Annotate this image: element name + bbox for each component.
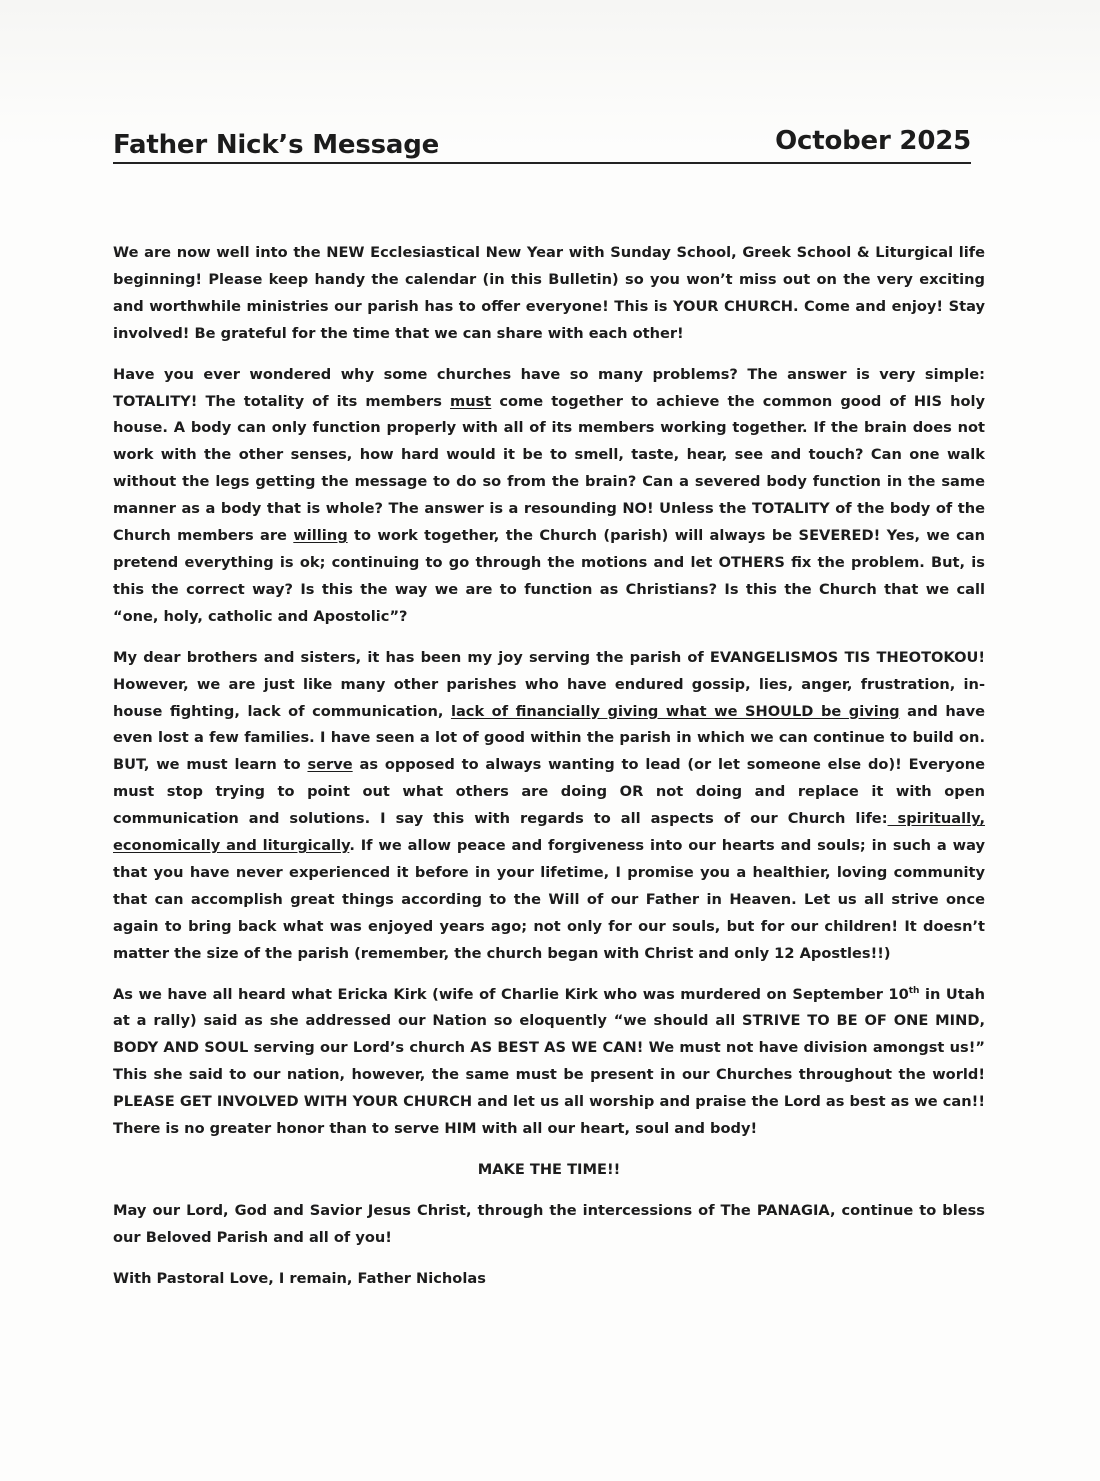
text-run: as opposed to always wanting to lead (or let someone else do)! Everyone must stop trying to point out what others are doing OR not doing and replace it with open communication and solutions. I say this with regards to all aspects of our Church life: xyxy=(113,756,986,828)
paragraph-unity xyxy=(113,982,985,1143)
text-run: We are now well into the NEW Ecclesiastical New Year with Sunday School, Greek School & Liturgical life beginning! Please keep handy the calendar (in this Bulletin) so you won’t miss out on the very exciting and worthwhile ministries our parish has to offer everyone! This is xyxy=(113,244,985,315)
underlined-text: willing xyxy=(293,527,348,545)
signature-line: With Pastoral Love, I remain, Father Nicholas xyxy=(113,1269,486,1287)
underlined-text: lack of financially giving what we SHOULD be giving xyxy=(450,702,900,720)
paragraph-parish xyxy=(113,645,985,968)
superscript: th xyxy=(908,985,920,996)
paragraph-totality xyxy=(113,362,985,631)
text-run: in Utah at a rally) said as she addressed our Nation so eloquently “we should all STRIVE TO BE OF ONE MIND, BODY AND SOUL serving our Lord’s church AS BEST AS WE CAN! We must not have division amongst us!” This she said to our nation, however, the same must be present in our Churches throughout the world! PLEASE GET INVOLVED WITH YOUR CHURCH and let us all worship and praise the Lord as best as we can!! There is no greater honor than to serve HIM with all our heart, soul and body! xyxy=(113,985,985,1138)
call-to-action: MAKE THE TIME!! xyxy=(477,1161,621,1178)
text-run: As we have all heard what Ericka Kirk (wife of Charlie Kirk who was murdered on September 10 xyxy=(113,985,909,1003)
underlined-text: YOUR CHURCH. Come and enjoy! Stay involved! Be grateful for the time that we can share with each other! xyxy=(113,297,985,342)
paragraph-blessing: May our Lord, God and Savior Jesus Christ, through the intercessions of The PANAGIA, continue to bless our Beloved Parish and all of you! xyxy=(113,1201,985,1246)
text-run: Have you ever wondered why some churches have so many problems? The answer is very simple: TOTALITY! The totality of its members xyxy=(113,365,985,410)
message-header xyxy=(113,122,971,164)
text-run: to work together, the Church (parish) will always be SEVERED! Yes, we can pretend everything is ok; continuing to go through the motions and let OTHERS fix the problem. But, is this the correct way? Is this the way we are to function as Christians? Is this the Church that we call “one, holy, catholic and Apostolic”? xyxy=(113,527,985,625)
underlined-text: spiritually, economically and liturgically xyxy=(113,810,985,855)
paragraph-intro xyxy=(113,240,985,348)
text-run: My dear brothers and sisters, it has been my joy serving the parish of EVANGELISMOS TIS THEOTOKOU! However, we are just like many other parishes who have endured gossip, lies, anger, frustration, in-house fighting, lack of communication, xyxy=(113,648,985,720)
page-title: Father Nick’s Message xyxy=(113,130,440,160)
text-run: and have even lost a few families. I have seen a lot of good within the parish in which we can continue to build on. BUT, we must learn to xyxy=(113,702,985,774)
underlined-text: must xyxy=(450,392,492,410)
message-body xyxy=(113,240,985,1307)
underlined-text: serve xyxy=(307,756,353,774)
issue-date: October 2025 xyxy=(775,126,971,156)
text-run: . If we allow peace and forgiveness into our hearts and souls; in such a way that you have never experienced it before in your lifetime, I promise you a healthier, loving community that can accomplish great things according to the Will of our Father in Heaven. Let us all strive once again to bring back what was enjoyed years ago; not only for our souls, but for our children! It doesn’t matter the size of the parish (remember, the church began with Christ and only 12 Apostles!!) xyxy=(113,837,985,962)
text-run: come together to achieve the common good of HIS holy house. A body can only function properly with all of its members working together. If the brain does not work with the other senses, how hard would it be to smell, taste, hear, see and touch? Can one walk without the legs getting the message to do so from the brain? Can a severed body function in the same manner as a body that is whole? The answer is a resounding NO! Unless the TOTALITY of the body of the Church members are xyxy=(113,392,985,545)
